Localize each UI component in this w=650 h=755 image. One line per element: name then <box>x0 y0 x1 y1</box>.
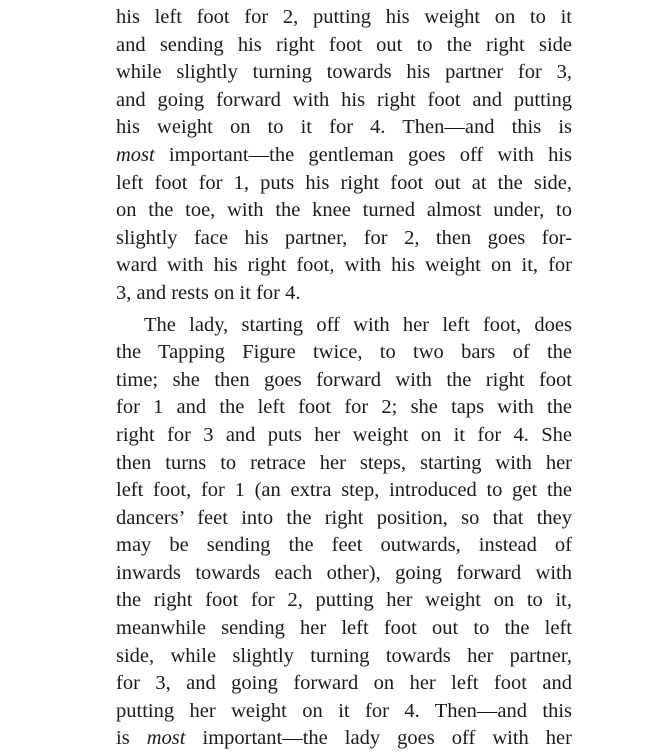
text-line <box>116 142 572 170</box>
text-line: while slightly turning towards his partner for 3, <box>116 61 572 84</box>
text-line: meanwhile sending her left foot out to the left <box>116 617 572 640</box>
text-line: dancers’ feet into the right position, so that they <box>116 506 572 529</box>
book-page <box>116 4 572 753</box>
text-line: left foot, for 1 (an extra step, introduced to get the <box>116 479 572 502</box>
text-line: the right foot for 2, putting her weight on to it, <box>116 589 572 612</box>
paragraph-2 <box>116 312 572 754</box>
text-line: 3, and rests on it for 4. <box>116 281 301 304</box>
text-line: then turns to retrace her steps, starting with her <box>116 451 572 474</box>
text-line: The lady, starting off with her left foot, does <box>144 313 572 336</box>
text-line: right for 3 and puts her weight on it for 4. She <box>116 423 572 446</box>
text-line: and going forward with his right foot and putting <box>116 88 572 111</box>
text-line: his weight on to it for 4. Then—and this is <box>116 116 572 139</box>
text-segment: is <box>116 727 147 750</box>
text-line: for 1 and the left foot for 2; she taps with the <box>116 396 572 419</box>
emphasis-most: most <box>146 727 186 750</box>
text-line: ward with his right foot, with his weight on it, for <box>116 254 572 277</box>
text-segment: important—the lady goes off with her <box>185 727 572 750</box>
emphasis-most: most <box>116 143 155 166</box>
text-line: his left foot for 2, putting his weight on to it <box>116 6 572 28</box>
text-line: and sending his right foot out to the right side <box>116 33 572 56</box>
text-line: side, while slightly turning towards her partner, <box>116 644 572 667</box>
text-line: slightly face his partner, for 2, then goes for- <box>116 226 572 249</box>
text-line: putting her weight on it for 4. Then—and this <box>116 699 572 722</box>
text-line: left foot for 1, puts his right foot out at the side, <box>116 171 572 194</box>
paragraph-1 <box>116 4 572 308</box>
text-line: may be sending the feet outwards, instead of <box>116 534 572 557</box>
text-line <box>116 725 572 753</box>
text-line: on the toe, with the knee turned almost under, to <box>116 199 572 222</box>
text-line: the Tapping Figure twice, to two bars of the <box>116 341 572 364</box>
text-line: for 3, and going forward on her left foot and <box>116 672 572 695</box>
text-line: inwards towards each other), going forward with <box>116 561 572 584</box>
text-line: time; she then goes forward with the right foot <box>116 368 572 391</box>
text-segment: important—the gentleman goes off with his <box>154 143 572 166</box>
